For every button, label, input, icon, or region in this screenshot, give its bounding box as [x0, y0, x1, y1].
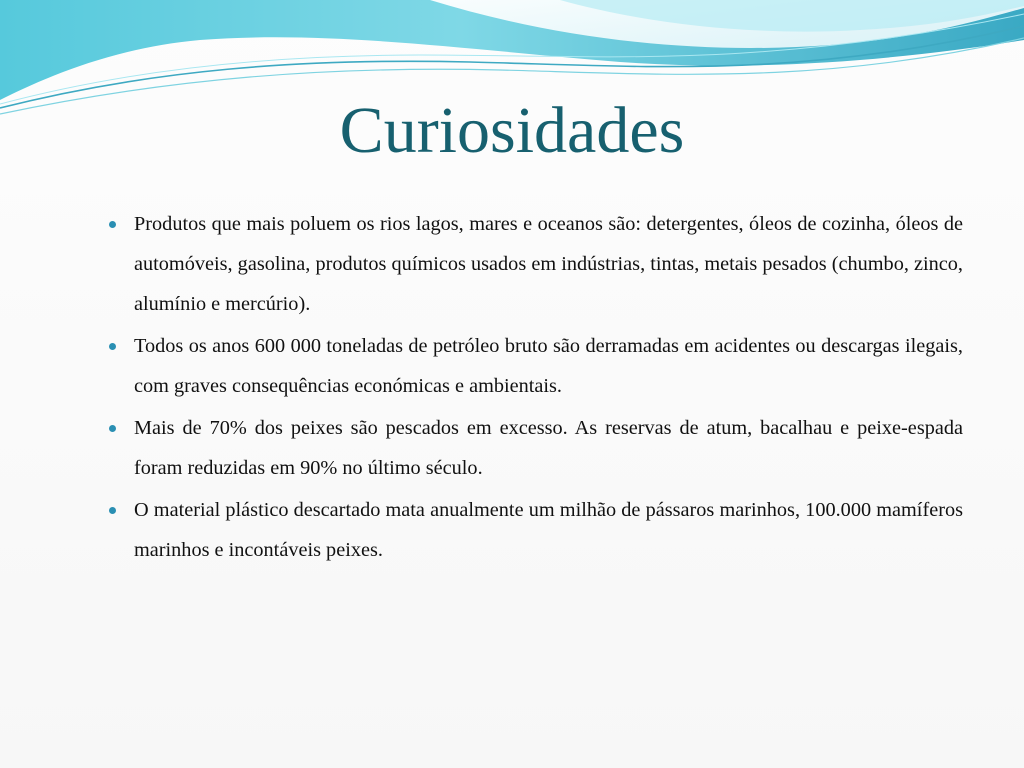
bullet-dot-icon	[109, 343, 116, 350]
list-item	[100, 490, 963, 570]
bullet-text: Todos os anos 600 000 toneladas de petróleo bruto são derramadas em acidentes ou descargas ilegais, com graves consequências económicas e ambientais.	[134, 335, 963, 397]
page-title: Curiosidades	[339, 94, 685, 167]
list-item	[100, 204, 963, 324]
bullet-dot-icon	[109, 425, 116, 432]
bullet-list	[100, 204, 963, 572]
list-item	[100, 326, 963, 406]
bullet-dot-icon	[109, 221, 116, 228]
bullet-text: Mais de 70% dos peixes são pescados em excesso. As reservas de atum, bacalhau e peixe-espada foram reduzidas em 90% no último século.	[134, 417, 963, 479]
bullet-dot-icon	[109, 507, 116, 514]
bullet-text: Produtos que mais poluem os rios lagos, mares e oceanos são: detergentes, óleos de cozinha, óleos de automóveis, gasolina, produtos químicos usados em indústrias, tintas, metais pesados (chumbo, zinco, alumínio e mercúrio).	[134, 213, 963, 315]
list-item	[100, 408, 963, 488]
bullet-text: O material plástico descartado mata anualmente um milhão de pássaros marinhos, 100.000 mamíferos marinhos e incontáveis peixes.	[134, 499, 963, 561]
